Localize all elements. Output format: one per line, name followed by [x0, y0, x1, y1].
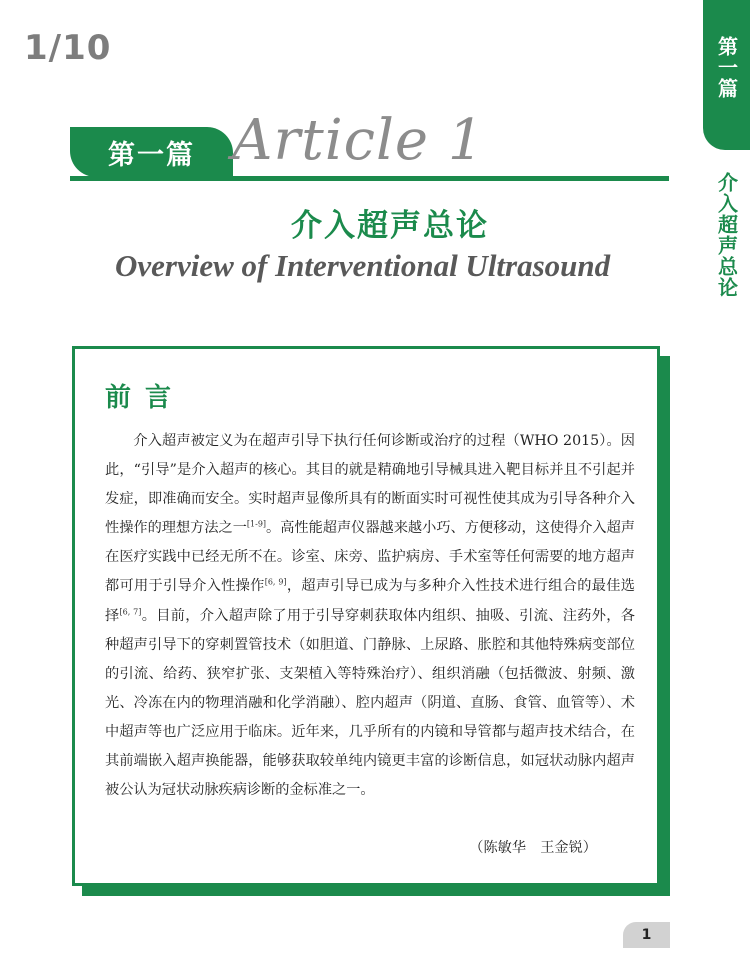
page-number: 1: [623, 922, 670, 948]
citation: [6, 9]: [264, 577, 287, 587]
side-tab-part: [703, 0, 750, 150]
side-tab-chapter-label: 介入超声总论: [714, 172, 739, 298]
side-tab-part-label: 第一篇: [714, 36, 739, 99]
preface-text: 。高性能超声仪器越来越小巧、方便移动，这使得介入超声在医疗实践中已经无所不在。诊室、床旁、监护病房、手术室等任何需要的地方超声都可用于引导介入性操作: [105, 520, 635, 595]
preface-body: [105, 427, 635, 805]
chapter-title: 介入超声总论: [291, 208, 489, 244]
preface-author: （陈敏华 王金锐）: [469, 840, 597, 856]
preface-text: 。目前，介入超声除了用于引导穿刺获取体内组织、抽吸、引流、注药外，各种超声引导下的穿刺置管技术（如胆道、门静脉、上尿路、胀腔和其他特殊病变部位的引流、给药、狭窄扩张、支架植入等特殊治疗）、组织消融（包括微波、射频、激光、冷冻在内的物理消融和化学消融）、腔内超声（阴道、直肠、食管、血管等）、术中超声等也广泛应用于临床。近年来，几乎所有的内镜和导管都与超声技术结合，在其前端嵌入超声换能器，能够获取较单纯内镜更丰富的诊断信息，如冠状动脉内超声被公认为冠状动脉疾病诊断的金标准之一。: [105, 607, 635, 799]
header-rule: [70, 176, 669, 181]
part-badge: 第一篇: [70, 127, 233, 177]
article-script-title: Article 1: [232, 108, 485, 173]
preface-text: ，超声引导已成为与多种介入性技术进行组合的最佳选择: [105, 578, 635, 624]
citation: [1-9]: [246, 519, 267, 529]
citation: [6, 7]: [119, 606, 142, 616]
page-counter: 1/10: [24, 28, 112, 68]
preface-box: [72, 346, 660, 886]
preface-text: 介入超声被定义为在超声引导下执行任何诊断或治疗的过程（WHO 2015）。因此，“引导”是介入超声的核心。其目的就是精确地引导械具进入靶目标并且不引起并发症，即准确而安全。实时超声显像所具有的断面实时可视性使其成为引导各种介入性操作的理想方法之一: [105, 433, 635, 537]
preface-heading: 前言: [105, 383, 186, 413]
chapter-subtitle: Overview of Interventional Ultrasound: [115, 248, 611, 283]
